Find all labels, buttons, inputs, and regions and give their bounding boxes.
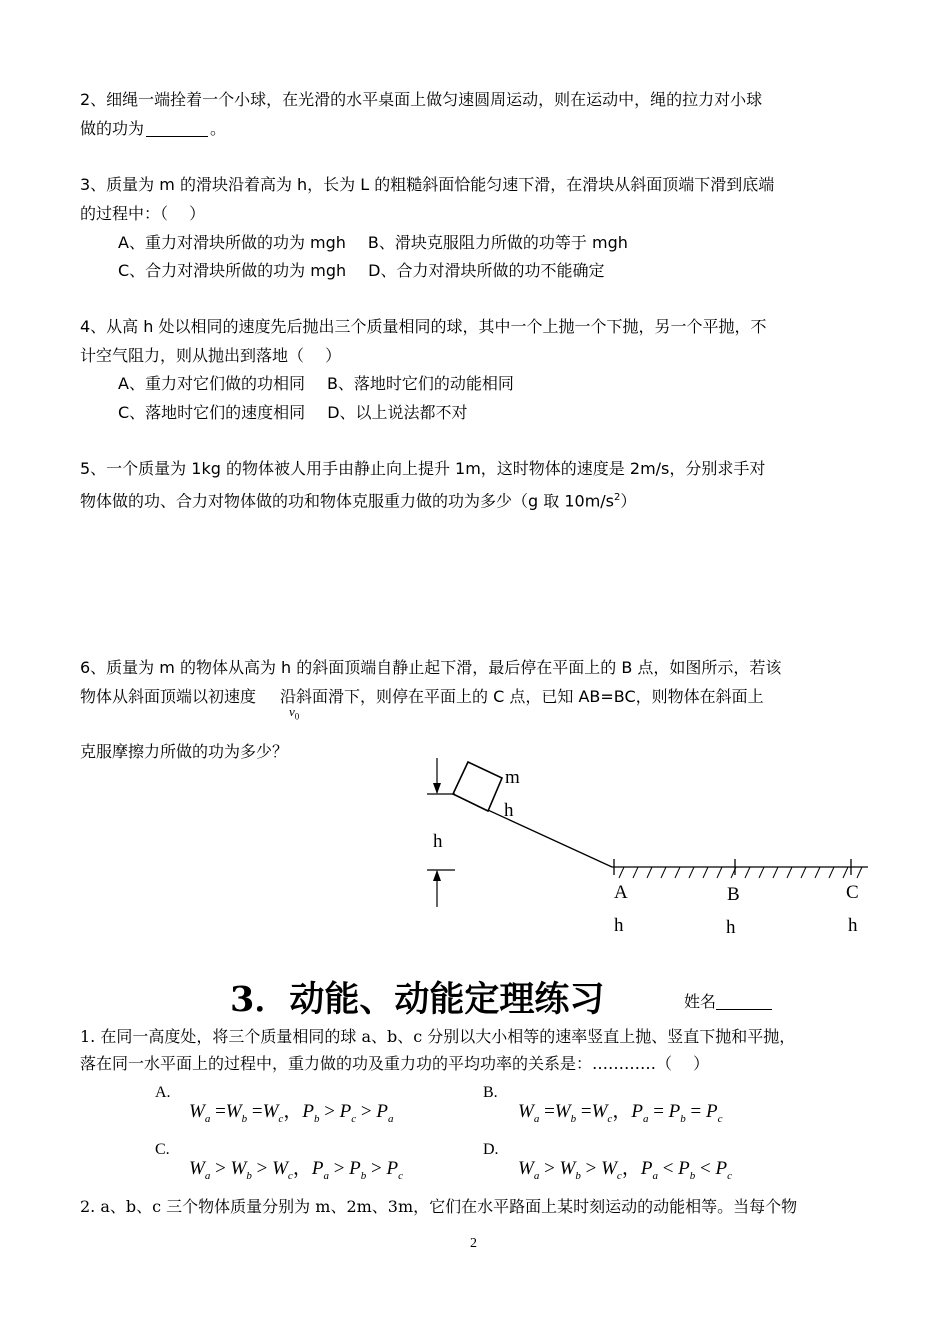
- label-h-block: h: [504, 800, 514, 821]
- p2-line-1: 2. a、b、c 三个物体质量分别为 m、2m、3m，它们在水平路面上某时刻运动的动能相等。当每个物: [80, 1197, 798, 1216]
- name-label: 姓名: [684, 992, 717, 1011]
- p1-option-b-label: B.: [483, 1084, 498, 1101]
- q4-option-c: C、落地时它们的速度相同: [118, 403, 306, 422]
- p1-option-d-formula: $W_a > W_b > W_c$，$P_a < P_b < P_c$: [518, 1158, 732, 1182]
- q3-option-b: B、滑块克服阻力所做的功等于 mgh: [367, 233, 628, 252]
- ground-hatching: [619, 867, 862, 878]
- q3-option-a: A、重力对滑块所做的功为 mgh: [118, 233, 346, 252]
- p1-option-b-formula: $W_a =W_b =W_c$，$P_a = P_b = P_c$: [518, 1101, 723, 1125]
- block-square: [453, 762, 502, 811]
- q4-line-1: 4、从高 h 处以相同的速度先后抛出三个质量相同的球，其中一个上抛一个下抛，另一个平抛，不: [80, 317, 767, 336]
- name-blank[interactable]: [716, 993, 772, 1010]
- height-arrow-top-head: [433, 783, 441, 794]
- p1-line-1: 1. 在同一高度处，将三个质量相同的球 a、b、c 分别以大小相等的速率竖直上抛、竖直下抛和平抛，: [80, 1027, 796, 1046]
- q3-option-d: D、合力对滑块所做的功不能确定: [368, 261, 605, 280]
- q3-line-2: 的过程中：（ ）: [80, 204, 206, 223]
- q3-line-1: 3、质量为 m 的滑块沿着高为 h，长为 L 的粗糙斜面恰能匀速下滑，在滑块从斜面顶端下滑到底端: [80, 175, 775, 194]
- p1-option-c-formula: $W_a > W_b > W_c$，$P_a > P_b > P_c$: [189, 1158, 403, 1182]
- q6-line-2-text: 物体从斜面顶端以初速度: [80, 687, 257, 706]
- label-m: m: [505, 767, 520, 788]
- q5-line-1: 5、一个质量为 1kg 的物体被人用手由静止向上提升 1m，这时物体的速度是 2m/s，分别求手对: [80, 459, 766, 478]
- q4-option-d: D、以上说法都不对: [327, 403, 468, 422]
- p1-option-c-label: C.: [155, 1141, 170, 1158]
- p1-option-d-label: D.: [483, 1141, 499, 1158]
- label-c: C: [846, 882, 859, 903]
- q2-line-2-text: 做的功为: [80, 119, 145, 138]
- q5-line-2-text: 物体做的功、合力对物体做的功和物体克服重力做的功为多少（g 取 10m/s: [80, 491, 615, 511]
- name-field: [684, 989, 772, 1012]
- label-h-a: h: [614, 915, 624, 936]
- height-arrow-bottom-head: [433, 870, 441, 881]
- label-a: A: [614, 882, 628, 903]
- p1-option-a-label: A.: [155, 1084, 171, 1101]
- q6-line-2-rest: 沿斜面滑下，则停在平面上的 C 点，已知 AB=BC，则物体在斜面上: [280, 687, 764, 706]
- label-b: B: [727, 884, 740, 905]
- q4-option-b: B、落地时它们的动能相同: [326, 374, 514, 393]
- section-title: 3．动能、动能定理练习: [230, 979, 605, 1020]
- label-h-c: h: [848, 915, 858, 936]
- q6-line-3: 克服摩擦力所做的功为多少？: [80, 742, 289, 761]
- q3-option-c: C、合力对滑块所做的功为 mgh: [118, 261, 347, 280]
- q4-line-2: 计空气阻力，则从抛出到落地（ ）: [80, 346, 342, 365]
- q2-line-1: 2、细绳一端拴着一个小球，在光滑的水平桌面上做匀速圆周运动，则在运动中，绳的拉力对小球: [80, 90, 763, 109]
- label-h-height: h: [433, 831, 443, 852]
- q5-superscript: 2: [614, 492, 621, 503]
- q5-line-2-end: ）: [620, 491, 637, 511]
- page-number: 2: [470, 1236, 477, 1251]
- v0-letter: v: [289, 704, 295, 719]
- v0-subscript: 0: [294, 711, 300, 722]
- q4-option-a: A、重力对它们做的功相同: [118, 374, 305, 393]
- label-h-b: h: [726, 917, 736, 938]
- q6-line-1: 6、质量为 m 的物体从高为 h 的斜面顶端自静止起下滑，最后停在平面上的 B 点，如图所示，若该: [80, 658, 782, 677]
- q2-line-2-end: 。: [210, 119, 227, 138]
- p1-option-a-formula: $W_a =W_b =W_c$，$P_b > P_c > P_a$: [189, 1101, 394, 1125]
- p1-line-2: 落在同一水平面上的过程中，重力做的功及重力功的平均功率的关系是：…………（ ）: [80, 1054, 710, 1073]
